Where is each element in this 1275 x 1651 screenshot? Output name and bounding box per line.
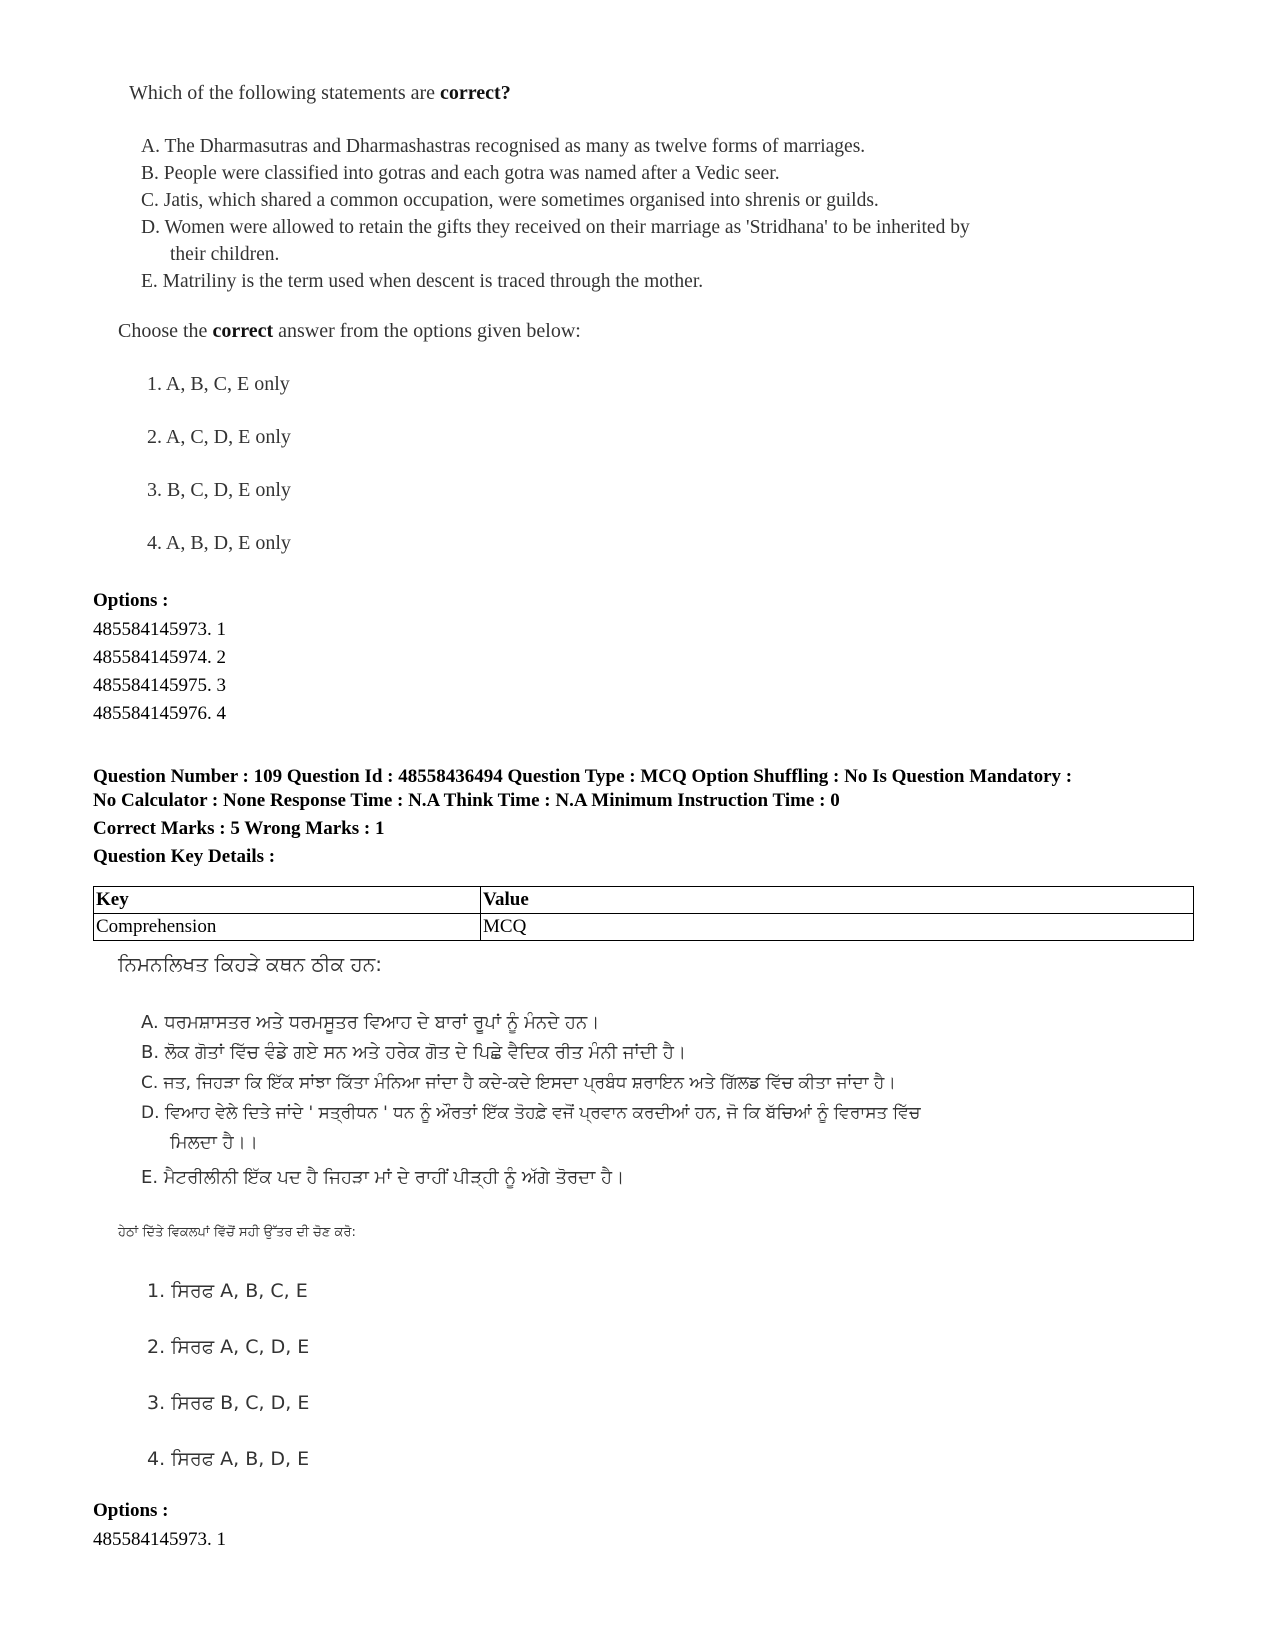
statement-d-cont-pa: ਮਿਲਦਾ ਹੈ।। [170,1132,258,1153]
choose-instruction-pa: ਹੇਠਾਂ ਦਿੱਤੇ ਵਿਕਲਪਾਂ ਵਿੱਚੋਂ ਸਹੀ ਉੱਤਰ ਦੀ ਚੋਣ ਕਰੋ: [118,1225,356,1240]
meta-line-2: No Calculator : None Response Time : N.A Think Time : N.A Minimum Instruction Time : 0 [93,790,840,811]
answer-choice-2-pa: 2. ਸਿਰਫ A, C, D, E [147,1336,310,1358]
key-details-table [93,886,1194,941]
stem-text: Which of the following statements are [129,82,441,104]
answer-choice-4: 4. A, B, D, E only [147,532,291,554]
statement-d-cont: their children. [170,244,280,265]
statement-c-pa: C. ਜਤ, ਜਿਹੜਾ ਕਿ ਇੱਕ ਸਾਂਝਾ ਕਿੱਤਾ ਮੰਨਿਆ ਜਾਂਦਾ ਹੈ ਕਦੇ-ਕਦੇ ਇਸਦਾ ਪ੍ਰਬੰਧ ਸ਼ਰਾਇਨ ਅਤੇ ਗਿੱਲਡ ਵਿੱਚ ਕੀਤਾ ਜਾਂਦਾ ਹੈ। [141,1073,896,1093]
table-header-value: Value [481,887,1194,914]
answer-choice-1-pa: 1. ਸਿਰਫ A, B, C, E [147,1280,308,1302]
answer-choice-1: 1. A, B, C, E only [147,373,290,395]
meta-line-1: Question Number : 109 Question Id : 48558436494 Question Type : MCQ Option Shuffling : No Is Question Mandatory : [93,766,1073,787]
answer-choice-2: 2. A, C, D, E only [147,426,291,448]
statement-e: E. Matriliny is the term used when descent is traced through the mother. [141,271,704,292]
key-details-label: Question Key Details : [93,846,276,867]
statement-b: B. People were classified into gotras and each gotra was named after a Vedic seer. [141,163,780,184]
question-stem [129,82,511,105]
statement-e-pa: E. ਮੈਟਰੀਲੀਨੀ ਇੱਕ ਪਦ ਹੈ ਜਿਹੜਾ ਮਾਂ ਦੇ ਰਾਹੀਂ ਪੀੜ੍ਹੀ ਨੂੰ ਅੱਗੇ ਤੋਰਦਾ ਹੈ। [141,1167,625,1188]
statement-d: D. Women were allowed to retain the gifts they received on their marriage as 'Stridhana' to be inherited by [141,217,970,238]
option-item: 485584145975. 3 [93,675,226,696]
option-item: 485584145973. 1 [93,619,226,640]
answer-choice-4-pa: 4. ਸਿਰਫ A, B, D, E [147,1448,310,1470]
stem-bold: correct? [440,82,511,104]
statement-a: A. The Dharmasutras and Dharmashastras recognised as many as twelve forms of marriages. [141,136,866,157]
table-row [94,914,1194,941]
statement-d-pa: D. ਵਿਆਹ ਵੇਲੇ ਦਿਤੇ ਜਾਂਦੇ ' ਸਤ੍ਰੀਧਨ ' ਧਨ ਨੂੰ ਔਰਤਾਂ ਇੱਕ ਤੋਹਫ਼ੇ ਵਜੋਂ ਪ੍ਰਵਾਨ ਕਰਦੀਆਂ ਹਨ, ਜੋ ਕਿ ਬੱਚਿਆਂ ਨੂੰ ਵਿਰਾਸਤ ਵਿੱਚ [141,1103,921,1123]
option-item: 485584145976. 4 [93,703,226,724]
table-cell-key: Comprehension [94,914,481,941]
table-header-row [94,887,1194,914]
table-cell-value: MCQ [481,914,1194,941]
question-meta [93,765,1193,813]
statement-c: C. Jatis, which shared a common occupation, were sometimes organised into shrenis or guilds. [141,190,879,211]
statement-b-pa: B. ਲੋਕ ਗੋਤਾਂ ਵਿੱਚ ਵੰਡੇ ਗਏ ਸਨ ਅਤੇ ਹਰੇਕ ਗੋਤ ਦੇ ਪਿਛੇ ਵੈਦਿਕ ਰੀਤ ਮੰਨੀ ਜਾਂਦੀ ਹੈ। [141,1042,686,1063]
statement-a-pa: A. ਧਰਮਸ਼ਾਸਤਰ ਅਤੇ ਧਰਮਸੂਤਰ ਵਿਆਹ ਦੇ ਬਾਰਾਂ ਰੂਪਾਂ ਨੂੰ ਮੰਨਦੇ ਹਨ। [141,1012,600,1033]
answer-choice-3-pa: 3. ਸਿਰਫ B, C, D, E [147,1392,310,1414]
question-stem-pa: ਨਿਮਨਲਿਖਤ ਕਿਹੜੇ ਕਥਨ ਠੀਕ ਹਨ: [118,952,383,976]
option-item: 485584145973. 1 [93,1529,226,1550]
option-item: 485584145974. 2 [93,647,226,668]
marks-line: Correct Marks : 5 Wrong Marks : 1 [93,818,385,839]
options-label: Options : [93,590,169,611]
table-header-key: Key [94,887,481,914]
options-label: Options : [93,1500,169,1521]
answer-choice-3: 3. B, C, D, E only [147,479,291,501]
choose-instruction: Choose the correct answer from the options given below: [118,320,581,342]
